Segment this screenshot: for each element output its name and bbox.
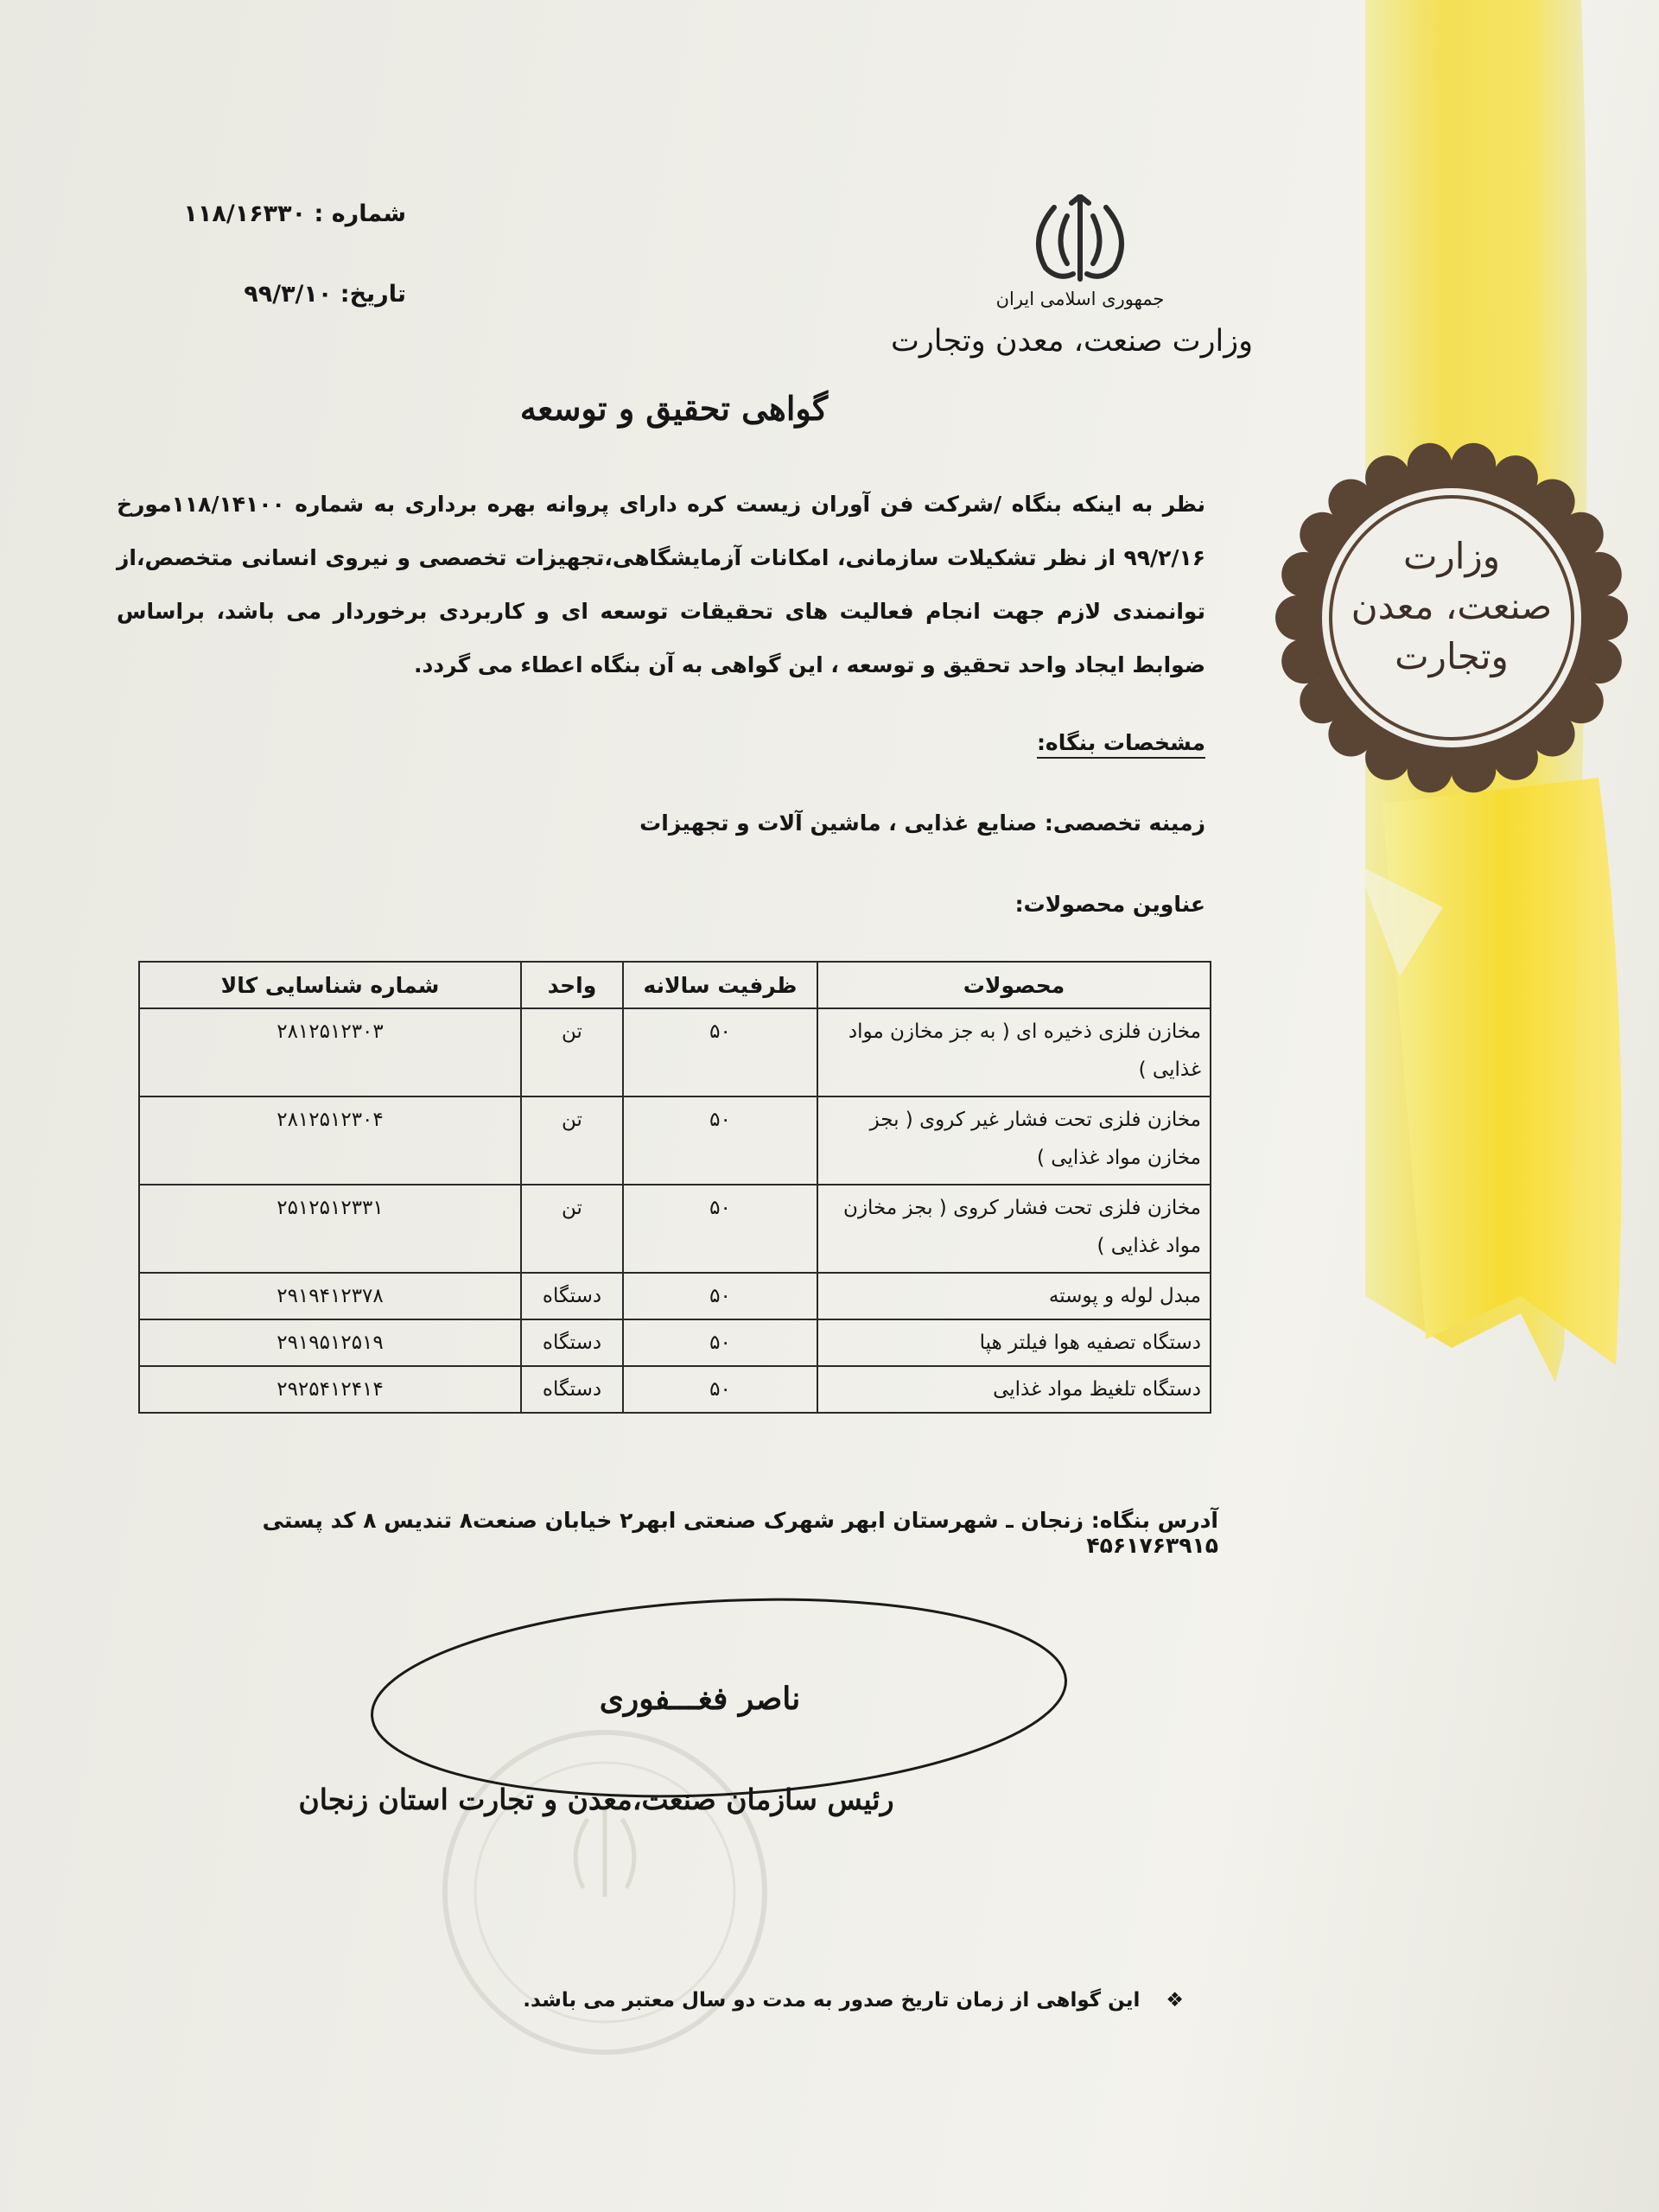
cell-capacity: ۵۰: [623, 1319, 817, 1366]
cell-unit: دستگاه: [521, 1366, 623, 1413]
seal-line: وتجارت: [1395, 635, 1509, 677]
table-row: [139, 1096, 1211, 1185]
cell-capacity: ۵۰: [623, 1185, 817, 1273]
table-header-row: [139, 962, 1211, 1008]
cell-code: ۲۹۲۵۴۱۲۴۱۴: [139, 1366, 521, 1413]
table-row: [139, 1366, 1211, 1413]
cell-product: دستگاه تلغیظ مواد غذایی: [817, 1366, 1211, 1413]
header-code: شماره شناسایی کالا: [139, 962, 521, 1008]
cell-product: مخازن فلزی ذخیره ای ( به جز مخازن مواد غذایی ): [817, 1008, 1211, 1096]
seal-line: صنعت، معدن: [1351, 585, 1553, 627]
company-details-heading-text: مشخصات بنگاه:: [1037, 730, 1205, 759]
table-row: [139, 1185, 1211, 1273]
letter-date: تاریخ: ۹۹/۳/۱۰: [244, 281, 406, 308]
cell-capacity: ۵۰: [623, 1008, 817, 1096]
header-product: محصولات: [817, 962, 1211, 1008]
cell-unit: دستگاه: [521, 1273, 623, 1319]
specialty-field: زمینه تخصصی: صنایع غذایی ، ماشین آلات و تجهیزات: [639, 810, 1205, 836]
cell-capacity: ۵۰: [623, 1273, 817, 1319]
header-unit: واحد: [521, 962, 623, 1008]
iran-emblem-icon: [1020, 194, 1141, 289]
address-value: زنجان ـ شهرستان ابهر شهرک صنعتی ابهر۲ خیابان صنعت۸ تندیس ۸ کد پستی ۴۵۶۱۷۶۳۹۱۵: [262, 1508, 1218, 1558]
products-table: [138, 961, 1211, 1414]
cell-product: مخازن فلزی تحت فشار غیر کروی ( بجز مخازن مواد غذایی ): [817, 1096, 1211, 1185]
letter-number: شماره : ۱۱۸/۱۶۳۳۰: [183, 200, 406, 227]
seal-line: وزارت: [1402, 535, 1501, 577]
cell-code: ۲۹۱۹۵۱۲۵۱۹: [139, 1319, 521, 1366]
cell-code: ۲۸۱۲۵۱۲۳۰۳: [139, 1008, 521, 1096]
seal-text: [1335, 531, 1568, 682]
signatory-title: رئیس سازمان صنعت،معدن و تجارت استان زنجان: [298, 1783, 894, 1816]
cell-capacity: ۵۰: [623, 1366, 817, 1413]
emblem-caption: جمهوری اسلامی ایران: [995, 289, 1165, 309]
cell-product: دستگاه تصفیه هوا فیلتر هپا: [817, 1319, 1211, 1366]
header-capacity: ظرفیت سالانه: [623, 962, 817, 1008]
signatory-name: ناصر فغـــفوری: [599, 1681, 801, 1717]
validity-note: [518, 1989, 1184, 2012]
ministry-name: وزارت صنعت، معدن وتجارت: [890, 324, 1253, 359]
table-row: [139, 1008, 1211, 1096]
cell-capacity: ۵۰: [623, 1096, 817, 1185]
certificate-title: گواهی تحقیق و توسعه: [519, 389, 829, 428]
cell-code: ۲۵۱۲۵۱۲۳۳۱: [139, 1185, 521, 1273]
cell-code: ۲۸۱۲۵۱۲۳۰۴: [139, 1096, 521, 1185]
cell-product: مبدل لوله و پوسته: [817, 1273, 1211, 1319]
validity-note-text: این گواهی از زمان تاریخ صدور به مدت دو سال معتبر می باشد.: [523, 1989, 1141, 2012]
address-label: آدرس بنگاه:: [1090, 1508, 1218, 1533]
cell-code: ۲۹۱۹۴۱۲۳۷۸: [139, 1273, 521, 1319]
table-row: [139, 1319, 1211, 1366]
cell-unit: تن: [521, 1185, 623, 1273]
cell-product: مخازن فلزی تحت فشار کروی ( بجز مخازن مواد غذایی ): [817, 1185, 1211, 1273]
certificate-body: نظر به اینکه بنگاه /شرکت فن آوران زیست کره دارای پروانه بهره برداری به شماره ۱۱۸/۱۴۱۰۰مورخ ۹۹/۲/۱۶ از نظر تشکیلات سازمانی، امکانات آزمایشگاهی،تجهیزات تخصصی و نیروی انسانی متخصص،از توانمندی لازم جهت انجام فعالیت های تحقیقات توسعه ای و کاربردی برخوردار می باشد، براساس ضوابط ایجاد واحد تحقیق و توسعه ، این گواهی به آن بنگاه اعطاء می گردد.: [117, 492, 1205, 677]
table-row: [139, 1273, 1211, 1319]
cell-unit: تن: [521, 1008, 623, 1096]
company-details-heading: [864, 730, 1205, 755]
products-heading: عناوین محصولات:: [1014, 892, 1205, 917]
cell-unit: تن: [521, 1096, 623, 1185]
bullet-icon: ❖: [1166, 1989, 1184, 2012]
cell-unit: دستگاه: [521, 1319, 623, 1366]
company-address: [164, 1508, 1218, 1558]
